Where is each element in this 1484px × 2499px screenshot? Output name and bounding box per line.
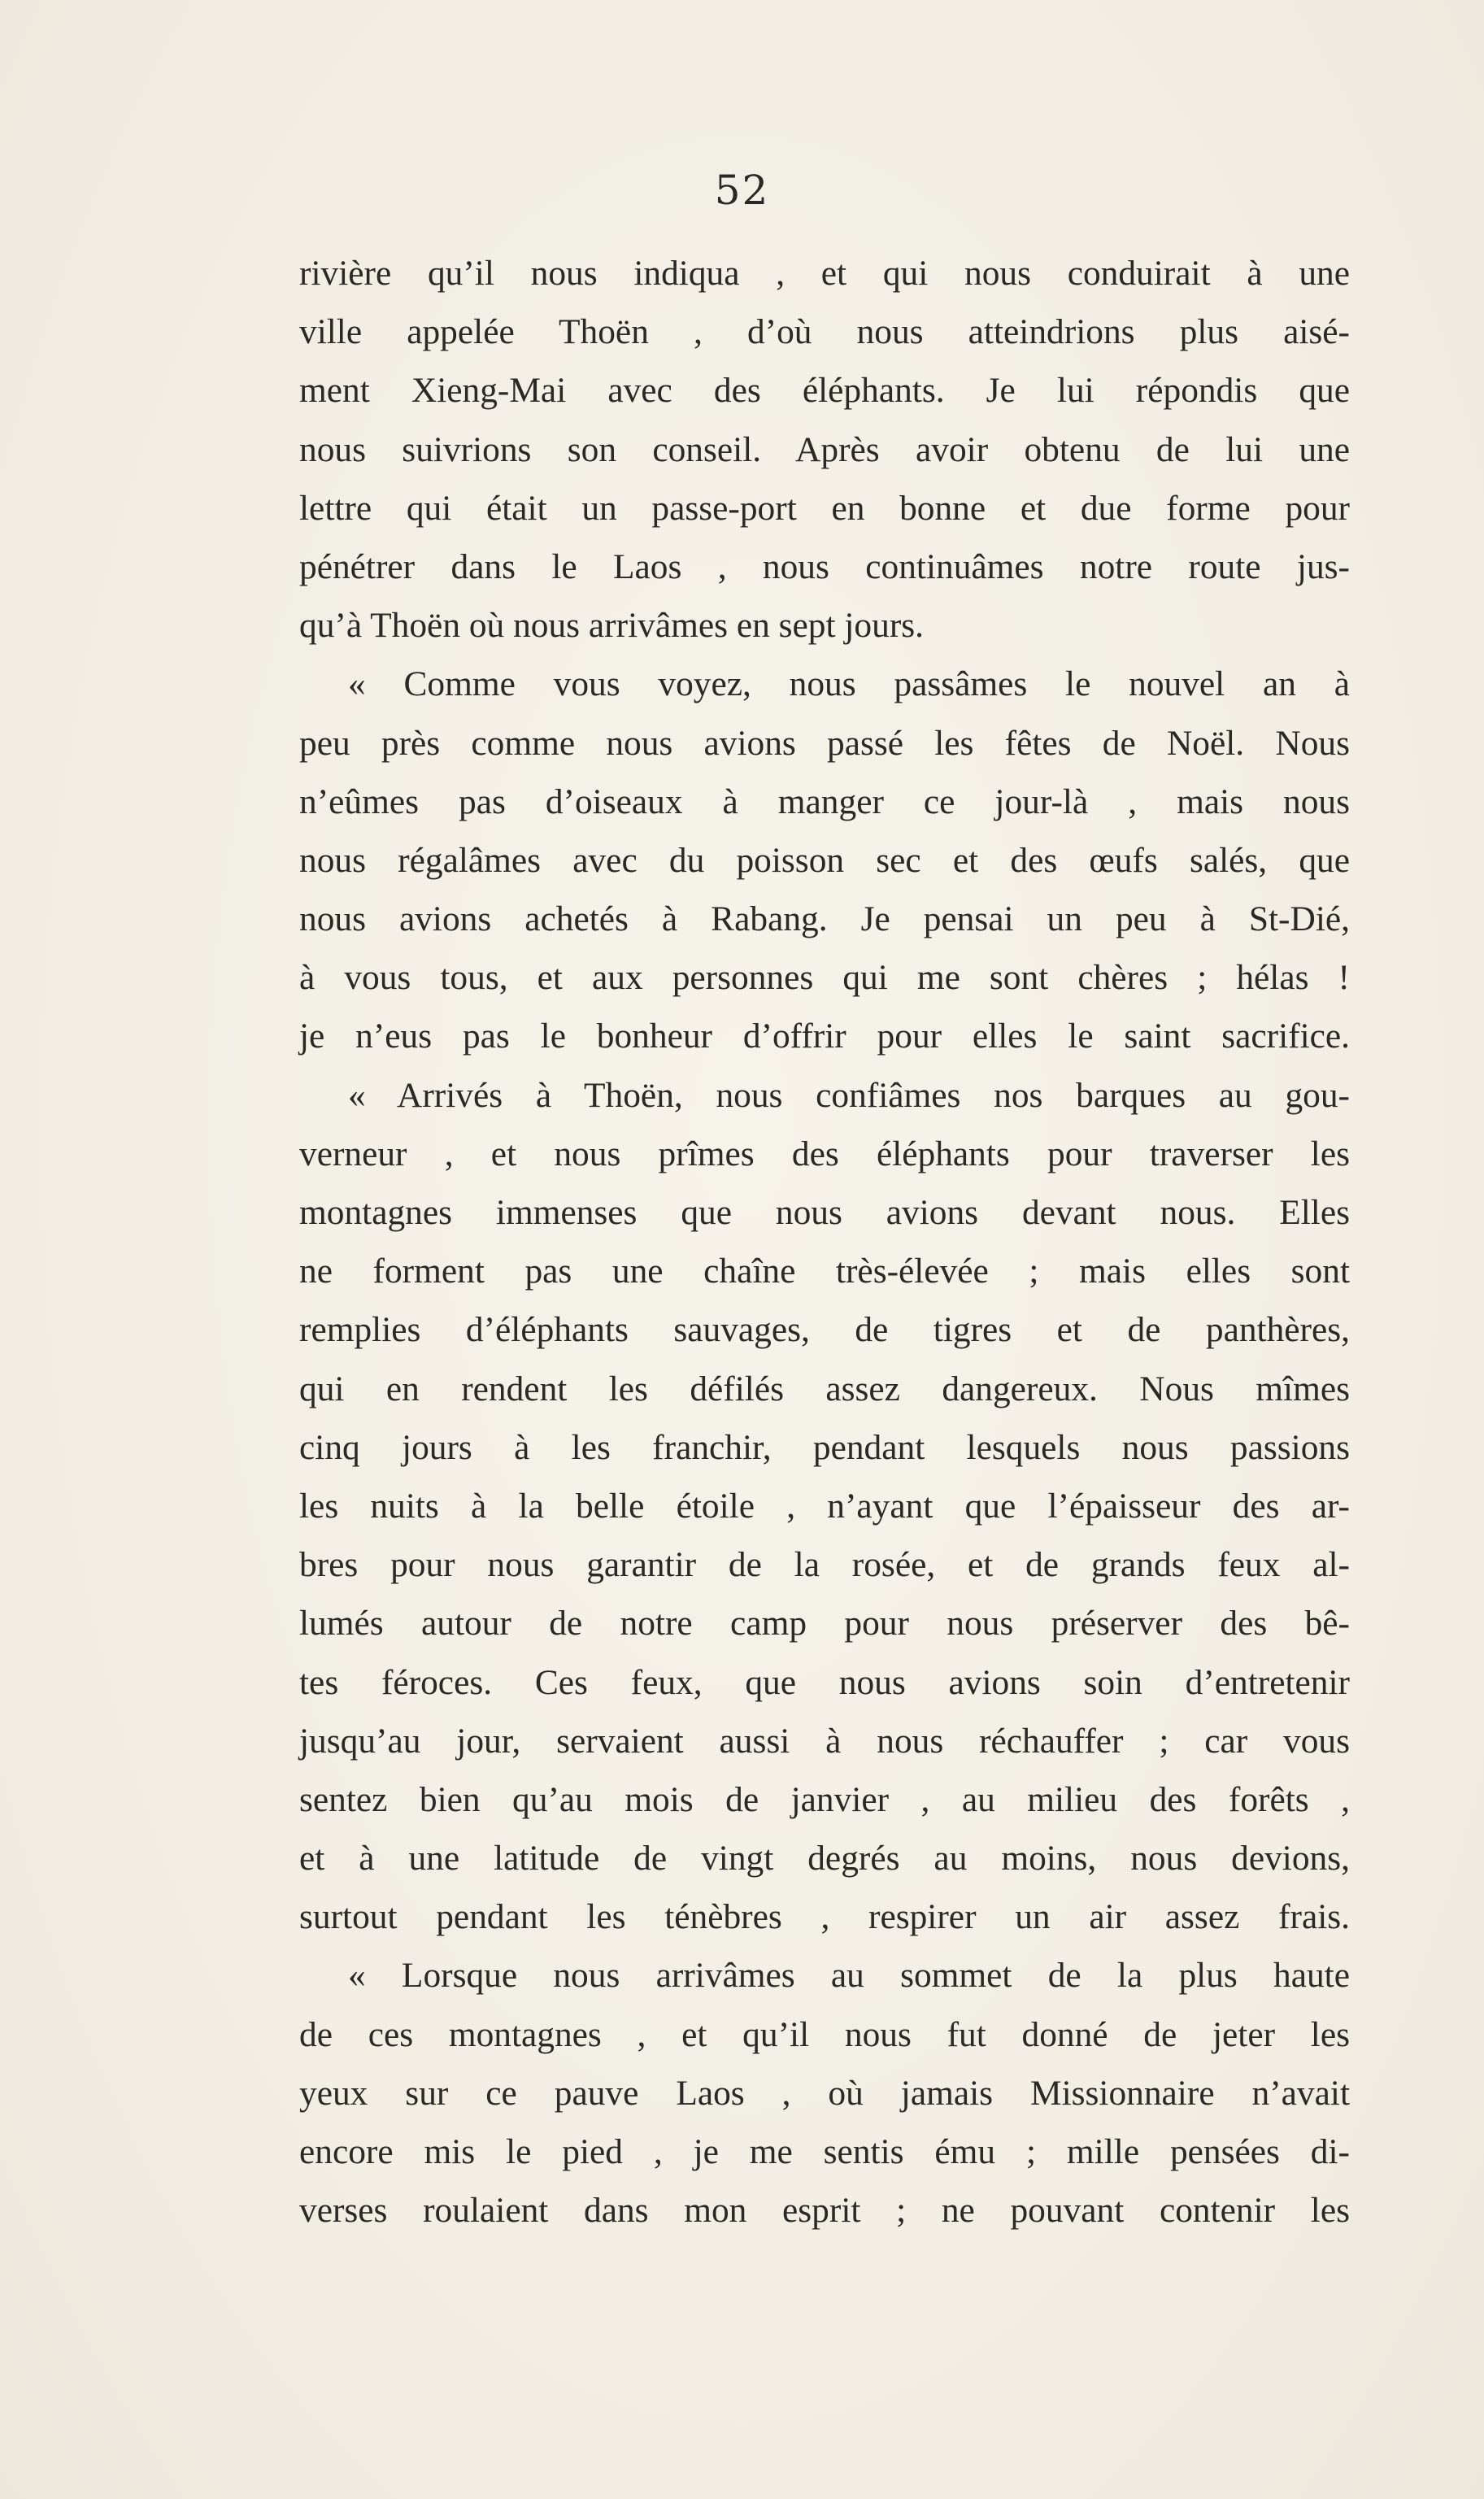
- text-line: peu près comme nous avions passé les fêtes de Noël. Nous: [299, 723, 1350, 763]
- text-line: encore mis le pied , je me sentis ému ; mille pensées di-: [299, 2132, 1350, 2171]
- text-line: nous régalâmes avec du poisson sec et des œufs salés, que: [299, 840, 1350, 880]
- text-line: rivière qu’il nous indiqua , et qui nous conduirait à une: [299, 254, 1350, 293]
- text-line: remplies d’éléphants sauvages, de tigres et de panthères,: [299, 1310, 1350, 1350]
- text-line: pénétrer dans le Laos , nous continuâmes notre route jus-: [299, 546, 1350, 586]
- text-line: les nuits à la belle étoile , n’ayant que l’épaisseur des ar-: [299, 1486, 1350, 1526]
- text-line: nous suivrions son conseil. Après avoir obtenu de lui une: [299, 429, 1350, 469]
- text-line: je n’eus pas le bonheur d’offrir pour elles le saint sacrifice.: [299, 1017, 1350, 1056]
- text-line: qu’à Thoën où nous arrivâmes en sept jours.: [299, 606, 925, 646]
- text-line: yeux sur ce pauve Laos , où jamais Missionnaire n’avait: [299, 2073, 1350, 2113]
- text-line: bres pour nous garantir de la rosée, et de grands feux al-: [299, 1545, 1350, 1585]
- paragraph-start-line: « Arrivés à Thoën, nous confiâmes nos barques au gou-: [348, 1075, 1350, 1115]
- text-line: verses roulaient dans mon esprit ; ne pouvant contenir les: [299, 2191, 1350, 2231]
- text-line: ville appelée Thoën , d’où nous atteindrions plus aisé-: [299, 312, 1350, 352]
- text-line: et à une latitude de vingt degrés au moins, nous devions,: [299, 1839, 1350, 1879]
- page-number: 52: [714, 167, 770, 214]
- text-line: ne forment pas une chaîne très-élevée ; mais elles sont: [299, 1252, 1350, 1291]
- text-line: à vous tous, et aux personnes qui me sont chères ; hélas !: [299, 958, 1350, 998]
- text-line: montagnes immenses que nous avions devant nous. Elles: [299, 1193, 1350, 1232]
- text-line: lettre qui était un passe-port en bonne et due forme pour: [299, 488, 1350, 528]
- text-line: tes féroces. Ces feux, que nous avions soin d’entretenir: [299, 1662, 1350, 1702]
- text-line: sentez bien qu’au mois de janvier , au milieu des forêts ,: [299, 1779, 1350, 1819]
- text-line: de ces montagnes , et qu’il nous fut donné de jeter les: [299, 2014, 1350, 2054]
- text-line: ment Xieng-Mai avec des éléphants. Je lui répondis que: [299, 371, 1350, 411]
- body-text: [299, 244, 1350, 2240]
- text-line: qui en rendent les défilés assez dangereux. Nous mîmes: [299, 1369, 1350, 1408]
- text-line: nous avions achetés à Rabang. Je pensai un peu à St-Dié,: [299, 899, 1350, 939]
- text-line: surtout pendant les ténèbres , respirer un air assez frais.: [299, 1897, 1350, 1937]
- text-line: verneur , et nous prîmes des éléphants pour traverser les: [299, 1134, 1350, 1173]
- paragraph-start-line: « Comme vous voyez, nous passâmes le nouvel an à: [348, 664, 1350, 704]
- text-line: lumés autour de notre camp pour nous préserver des bê-: [299, 1604, 1350, 1644]
- paragraph-start-line: « Lorsque nous arrivâmes au sommet de la plus haute: [348, 1956, 1350, 1996]
- text-line: jusqu’au jour, servaient aussi à nous réchauffer ; car vous: [299, 1721, 1350, 1761]
- text-line: cinq jours à les franchir, pendant lesquels nous passions: [299, 1427, 1350, 1467]
- text-line: n’eûmes pas d’oiseaux à manger ce jour-là , mais nous: [299, 781, 1350, 821]
